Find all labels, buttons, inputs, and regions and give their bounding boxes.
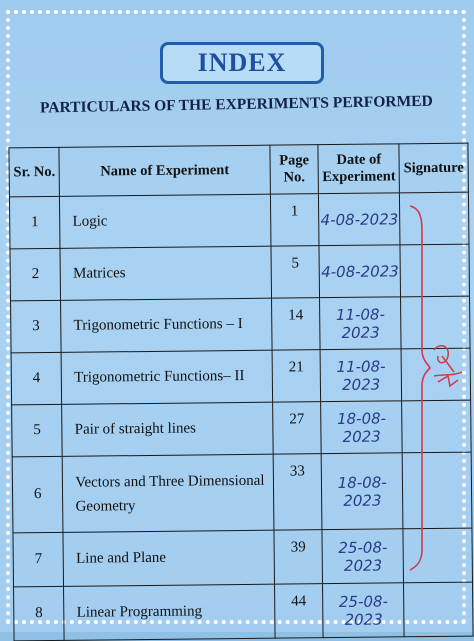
table-row [12,452,472,533]
header-signature: Signature [399,143,468,193]
row-name: Matrices [60,246,271,300]
table-row [14,582,474,641]
row-date: 18-08-2023 [321,453,403,530]
row-page: 5 [271,246,320,299]
row-date: 18-08-2023 [321,401,402,454]
row-name: Pair of straight lines [62,402,273,456]
row-page: 39 [274,530,323,585]
row-name: Vectors and Three Dimensional Geometry [63,454,274,532]
row-name: Trigonometric Functions– II [61,350,272,404]
table-row [11,296,471,353]
row-page: 27 [272,402,321,455]
row-sr: 7 [13,532,64,587]
row-page: 21 [272,350,321,403]
page-subtitle: PARTICULARS OF THE EXPERIMENTS PERFORMED [39,92,433,117]
row-sr: 1 [9,196,60,249]
row-date: 11-08-2023 [320,349,401,402]
row-signature [404,582,473,637]
row-name: Linear Programming [64,584,275,640]
table-row [10,244,470,301]
row-page: 1 [270,194,319,247]
row-sr: 8 [14,586,65,641]
row-sr: 6 [12,456,63,533]
row-date: 25-08-2023 [322,529,403,584]
row-sr: 3 [11,300,62,353]
row-sr: 2 [10,248,61,301]
header-sr-no: Sr. No. [9,147,60,197]
header-name-of-experiment: Name of Experiment [59,145,270,196]
row-sr: 5 [12,404,63,457]
table-header-row [9,143,468,197]
row-page: 14 [271,298,320,351]
row-page: 44 [274,584,323,639]
row-date: 25-08-2023 [323,583,404,638]
header-page-no: Page No. [270,145,319,195]
row-name: Trigonometric Functions – I [61,298,272,352]
table-row [12,400,472,457]
teacher-signature-mark [404,200,464,580]
row-name: Logic [60,194,271,248]
table-row [11,348,471,405]
row-sr: 4 [11,352,62,405]
row-date: 11-08-2023 [320,297,401,350]
row-name: Line and Plane [63,530,274,586]
header-date-of-experiment: Date of Experiment [318,144,399,194]
row-page: 33 [273,454,322,531]
index-title: INDEX [197,48,287,77]
row-date: 4-08-2023 [319,193,400,246]
row-date: 4-08-2023 [319,245,400,298]
index-title-box [160,42,324,84]
table-row [9,192,469,249]
